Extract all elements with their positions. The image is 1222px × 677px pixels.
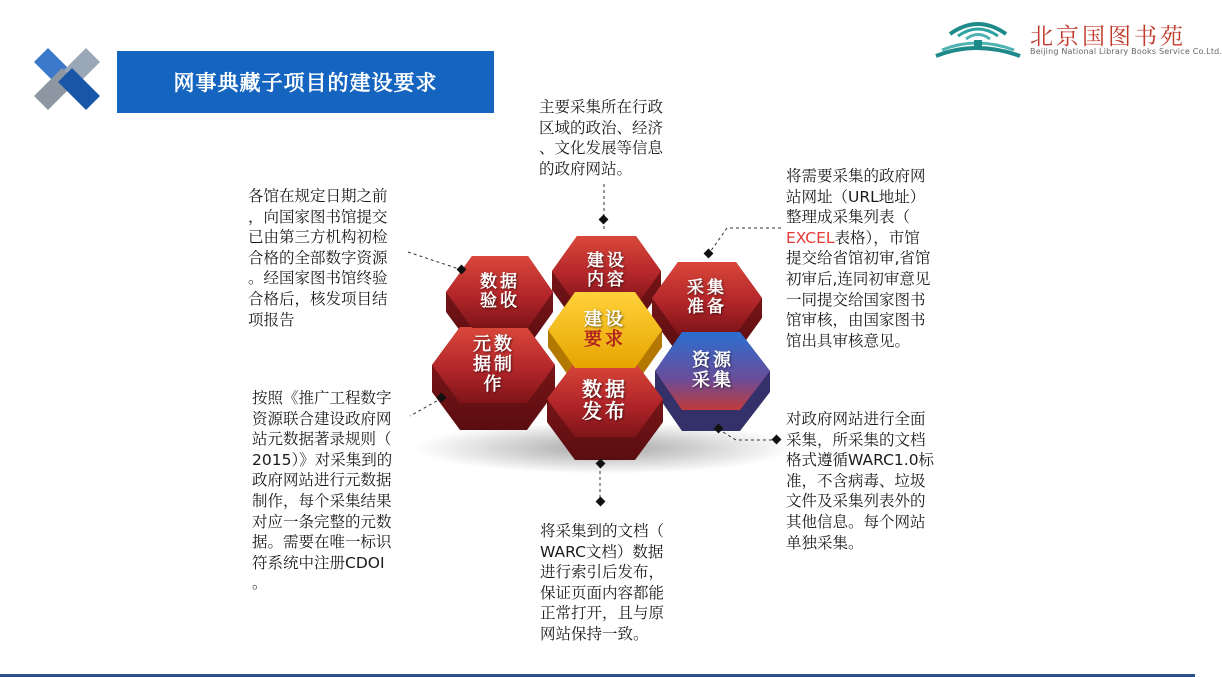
note-right-top (786, 166, 930, 351)
excel-highlight: EXCEL (786, 228, 835, 247)
page-title: 网事典藏子项目的建设要求 (117, 51, 494, 113)
hex-label-center (558, 296, 652, 364)
note-right-bottom: 对政府网站进行全面 采集，所采集的文档 格式遵循WARC1.0标 准，不含病毒、垃圾 文件及采集列表外的 其他信息。每个网站 单独采集。 (786, 410, 935, 552)
hex-label-data-acceptance: 数据 验收 (480, 271, 520, 311)
brand-subtitle: Beijing National Library Books Service Co.Ltd. (1030, 47, 1222, 56)
note-right-top-part2: 表格），市馆 提交给省馆初审,省馆 初审后,连同初审意见 一同提交给国家图书 馆审核，由国家图书 馆出具审核意见。 (786, 228, 931, 350)
hex-label-build-content: 建设 内容 (587, 250, 627, 290)
center-label-line2: 要求 (584, 329, 626, 350)
hex-label-acquisition-prep: 采集 准备 (687, 277, 727, 317)
note-left-top: 各馆在规定日期之前 ，向国家图书馆提交 已由第三方机构初检 合格的全部数字资源 。经国家图书馆终验 合格后，核发项目结 项报告 (248, 187, 388, 329)
note-right-top-part1: 将需要采集的政府网 站网址（URL地址） 整理成采集列表（ (786, 167, 926, 227)
note-top: 主要采集所在行政 区域的政治、经济 、文化发展等信息 的政府网站。 (539, 98, 664, 178)
note-left-bottom: 按照《推广工程数字 资源联合建设政府网 站元数据著录规则（ 2015）》对采集到的 政府网站进行元数据 制作，每个采集结果 对应一条完整的元数 据。需要在唯一标识 符系统中注册CDOI 。 (252, 389, 393, 593)
hex-label-resource-collection: 资源 采集 (692, 349, 734, 391)
hex-label-metadata-production: 元数 据制 作 (473, 333, 515, 396)
hex-label-data-publish: 数据 发布 (582, 376, 628, 423)
center-label-line1: 建设 (584, 308, 626, 330)
note-bottom: 将采集到的文档（ WARC文档）数据 进行索引后发布， 保证页面内容都能 正常打开，且与原 网站保持一致。 (540, 522, 665, 643)
brand-name: 北京国图书苑 (1030, 24, 1186, 50)
